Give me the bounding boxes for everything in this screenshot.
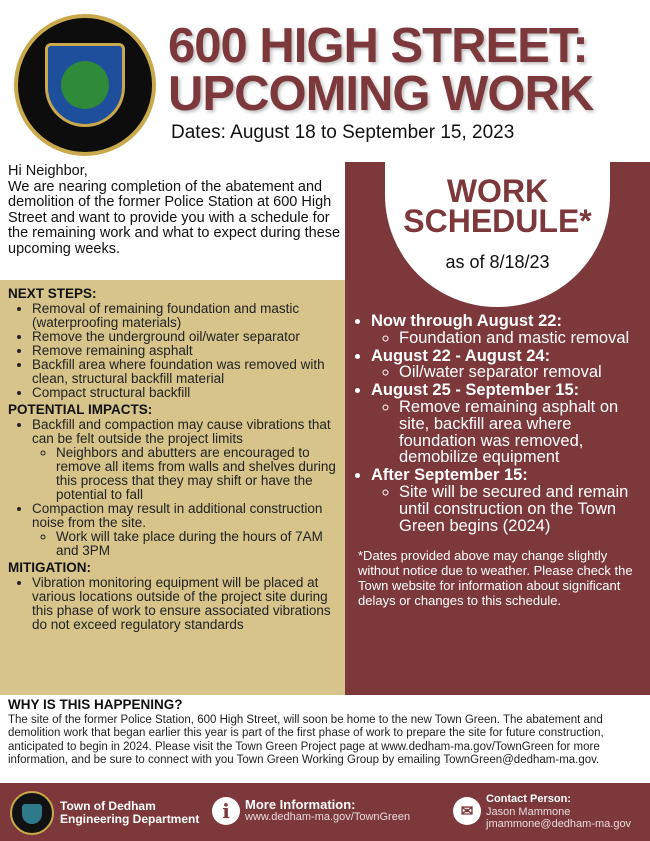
greeting: Hi Neighbor, [8,163,88,179]
contact-label: Contact Person: [486,793,571,805]
mitigation-heading: MITIGATION: [8,560,91,575]
list-item: • Removal of remaining foundation and mastic (waterproofing materials) [32,302,337,330]
item-text: Compaction may result in additional construction noise from the site. [32,501,323,530]
details-panel [0,280,345,695]
schedule-item [371,467,644,534]
next-steps-heading: NEXT STEPS: [8,286,97,301]
info-url[interactable]: www.dedham-ma.gov/TownGreen [245,811,411,823]
footer [0,783,650,841]
task: ◦ Remove remaining asphalt on site, backfill area where foundation was removed, demobilize equipment [399,399,644,466]
sub-item: ◦ Work will take place during the hours of 7AM and 3PM [56,530,337,558]
town-seal-logo [14,14,156,156]
schedule-title-2: SCHEDULE* [403,203,592,239]
schedule-title [385,162,610,239]
as-of-date: as of 8/18/23 [445,252,550,272]
list-item [32,418,337,502]
list-item: • Backfill area where foundation was removed with clean, structural backfill material [32,358,337,386]
title-line-2: UPCOMING WORK [168,67,594,121]
contact [486,793,631,830]
why-heading: WHY IS THIS HAPPENING? [8,697,183,712]
schedule-list [359,313,644,534]
contact-email[interactable]: jmammone@dedham-ma.gov [486,818,632,830]
intro [8,164,342,257]
schedule-item [371,382,644,466]
sub-item: ◦ Neighbors and abutters are encouraged to remove all items from walls and shelves during this process that they may shift or have the potential to fall [56,446,337,502]
list-item [32,502,337,558]
why-section [8,697,648,767]
task: ◦ Site will be secured and remain until construction on the Town Green begins (2024) [399,484,644,534]
list-item: • Remove remaining asphalt [32,344,337,358]
schedule-header [385,162,610,307]
department: Engineering Department [60,812,200,826]
intro-body: We are nearing completion of the abatement and demolition of the former Police Station at 600 High Street and want to provide you with a schedule for the remaining work and what to expect during these upcoming weeks. [8,178,341,257]
info-icon: i [212,797,240,825]
period: After September 15: [371,466,528,485]
footer-seal-logo [10,791,54,835]
period: August 25 - September 15: [371,381,580,400]
schedule-note: *Dates provided above may change slightly without notice due to weather. Please check the Town website for information about significant delays or changes to this schedule. [358,548,633,609]
contact-name: Jason Mammone [486,806,571,818]
why-body: The site of the former Police Station, 600 High Street, will soon be home to the new Town Green. The abatement and demolition work that began earlier this year is part of the first phase of work to prepare the site for future construction, anticipated to begin in 2024. Please visit the Town Green Project page at www.dedham-ma.gov/TownGreen for more information, and be sure to connect with you Town Green Working Group by emailing TownGreen@dedham-ma.gov. [8,714,604,766]
mitigation-list [32,576,337,632]
period: Now through August 22: [371,312,562,330]
dates: Dates: August 18 to September 15, 2023 [171,122,515,143]
list-item: • Vibration monitoring equipment will be placed at various locations outside of the project site during this phase of work to ensure associated vibrations do not exceed regulatory standards [32,576,337,632]
list-item: • Remove the underground oil/water separator [32,330,337,344]
impacts-heading: POTENTIAL IMPACTS: [8,402,153,417]
item-text: Backfill and compaction may cause vibrations that can be felt outside the project limits [32,417,331,446]
list-item: • Compact structural backfill [32,386,337,400]
info-label: More Information: [245,797,356,812]
more-info [245,798,410,823]
title-line-1: 600 HIGH STREET: [168,19,588,73]
period: August 22 - August 24: [371,346,551,365]
schedule-item [371,313,644,347]
task: ◦ Foundation and mastic removal [399,330,644,347]
schedule-panel [345,162,650,695]
next-steps-list [32,302,337,400]
task: ◦ Oil/water separator removal [399,364,644,381]
schedule-item [371,348,644,382]
footer-org [60,800,199,826]
impacts-list [32,418,337,558]
schedule-title-1: WORK [446,173,549,209]
page-title [168,19,594,121]
org-name: Town of Dedham [60,799,156,813]
mail-icon: ✉ [453,797,481,825]
